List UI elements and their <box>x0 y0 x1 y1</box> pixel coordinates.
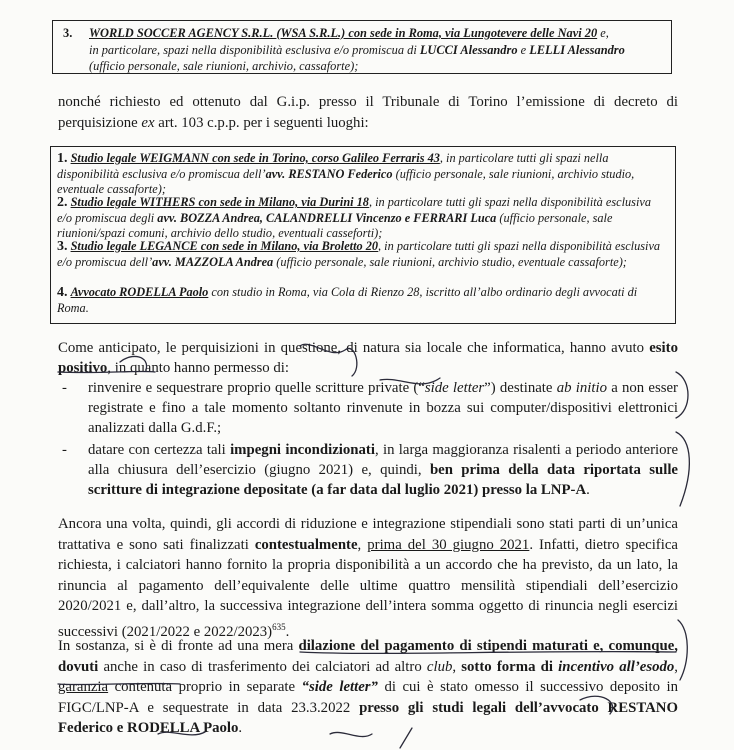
place-item-1 <box>57 151 667 198</box>
para3-bold: sotto forma di <box>461 658 559 675</box>
anticipato-paragraph <box>58 338 678 378</box>
bullet-text: datare con certezza tali <box>88 442 231 458</box>
place-number: 3. <box>57 239 68 254</box>
place-rest: , in particolare tutti gli spazi nella disponibilità esclusiva e/o promiscua dell’ <box>57 239 661 269</box>
anticipato-text-2: , in quanto hanno permesso di: <box>107 360 289 376</box>
place-item-3 <box>57 239 667 270</box>
para2-bold: contestualmente <box>254 536 358 553</box>
item3-person-2: LELLI Alessandro <box>529 42 625 57</box>
bullet-text: , in larga maggioranza risalenti a periodo anteriore alla chiusura dell’esercizio (giugno 2021) e, quindi, <box>88 442 679 478</box>
place-number: 2. <box>57 195 68 210</box>
pen-bracket-mark <box>678 620 687 680</box>
item3-person-1: LUCCI Alessandro <box>419 42 518 57</box>
bullet-text: . <box>586 482 590 498</box>
place-name: Studio legale WEIGMANN con sede in Torino, corso Galileo Ferraris 43 <box>70 151 440 165</box>
place-lawyer: avv. MAZZOLA Andrea <box>152 254 274 269</box>
place-name: Studio legale LEGANCE con sede in Milano, via Broletto 20 <box>70 239 379 253</box>
bullet-dash: - <box>62 442 67 458</box>
place-number: 4. <box>57 285 68 300</box>
item3-conj: e <box>517 42 530 57</box>
bullet-text: rinvenire e sequestrare proprio quelle scritture private (“ <box>88 380 425 396</box>
place-lawyer: avv. RESTANO Federico <box>265 166 393 181</box>
item3-line1-rest: e, <box>597 26 609 40</box>
paragraph-3 <box>58 636 678 739</box>
intro-text-1: nonché richiesto ed ottenuto dal G.i.p. presso il Tribunale di Torino l’emissione di decreto di perquisizione <box>58 94 678 131</box>
item3-text <box>89 25 665 75</box>
item3-box <box>52 20 672 74</box>
place-number: 1. <box>57 151 68 166</box>
place-rest: , in particolare tutti gli spazi nella disponibilità esclusiva e/o promiscua degli <box>57 195 651 225</box>
bullet-text: a non esser registrate e fino a tale momento soltanto rinvenute in bozza sui computer/dispositivi elettronici analizzati dalla G.d.F.; <box>88 380 678 436</box>
bullet-italic: ab initio <box>556 380 607 396</box>
para3-text: contenuta proprio in separate <box>108 679 302 695</box>
place-name: Avvocato RODELLA Paolo <box>70 285 209 299</box>
bullet-dash: - <box>62 380 67 396</box>
bullet-item-2 <box>62 440 679 500</box>
para3-text: anche in caso di trasferimento dei calciatori ad altro <box>98 658 427 675</box>
bullet-italic: side letter <box>424 380 485 396</box>
place-item-2 <box>57 195 667 242</box>
para3-bold: dilazione del pagamento di stipendi maturati e, comunque, dovuti <box>58 638 678 675</box>
para3-bold: presso gli studi legali dell’avvocato RESTANO Federico e RODELLA Paolo <box>58 699 678 736</box>
para3-italic: club <box>426 658 453 675</box>
place-tail: (ufficio personale, sale riunioni/spazi comuni, archivio dello studio, eventuali casseforti); <box>57 210 613 241</box>
item3-entity: WORLD SOCCER AGENCY S.R.L. (WSA S.R.L.) con sede in Roma, via Lungotevere delle Navi 20 <box>89 26 598 40</box>
place-tail: (ufficio personale, sale riunioni, archivio studio, eventuale cassaforte); <box>57 166 635 197</box>
bullet-bold: ben prima della data riportata sulle scritture di integrazione depositate (a far data dal luglio 2021) presso la LNP-A <box>88 462 678 498</box>
para2-text: , <box>357 536 368 553</box>
anticipato-bold: esito positivo <box>58 340 678 376</box>
anticipato-text-1: Come anticipato, le perquisizioni in questione, di natura sia locale che informatica, hanno avuto <box>58 340 650 356</box>
place-rest: con studio in Roma, via Cola di Rienzo 28, iscritto all’albo ordinario degli avvocati di Roma. <box>57 285 638 315</box>
para3-bold-italic: “side letter” <box>301 679 378 695</box>
intro-paragraph <box>58 92 678 133</box>
paragraph-2 <box>58 514 678 642</box>
bullet-item-1 <box>62 378 678 438</box>
para3-text: , <box>452 658 462 675</box>
place-tail: (ufficio personale, sale riunioni, archivio studio, eventuale cassaforte); <box>273 254 627 269</box>
bullet-bold: impegni incondizionati <box>230 442 375 458</box>
place-lawyer: avv. BOZZA Andrea, CALANDRELLI Vincenzo e FERRARI Luca <box>157 210 497 225</box>
bullet-text: ”) destinate <box>484 380 557 396</box>
para3-text: di cui è stato omesso il successivo deposito in FIGC/LNP-A e sequestrate in data 23.3.2022 <box>58 679 678 716</box>
intro-text-2: art. 103 c.p.p. per i seguenti luoghi: <box>154 114 369 131</box>
footnote-ref: 635 <box>272 621 286 632</box>
para2-text: . Infatti, dietro specifica richiesta, i calciatori hanno fornito la propria disponibilità a un accordo che ha previsto, da un lato, la rinuncia al pagamento dell’equivalente delle ultime quattro mensilità stipendiali dell’esercizio 2020/2021 e, dall’altro, la successiva integrazione dell’intera somma oggetto di rinuncia negli esercizi successivi (2021/2022 e 2022/2023) <box>58 536 678 640</box>
para2-text: Ancora una volta, quindi, gli accordi di riduzione e integrazione stipendiali sono stati parti di un’unica trattativa e sono sati finalizzati <box>58 516 678 553</box>
item3-line2: in particolare, spazi nella disponibilità esclusiva e/o promiscua di <box>89 42 420 57</box>
item3-number: 3. <box>63 26 73 40</box>
para3-text: . <box>238 720 243 736</box>
place-name: Studio legale WITHERS con sede in Milano, via Durini 18 <box>70 195 369 209</box>
place-item-4 <box>57 285 667 316</box>
para2-text: . <box>285 623 290 640</box>
para3-text: In sostanza, si è di fronte ad una mera <box>58 638 299 654</box>
places-list-box <box>50 146 676 324</box>
para3-underline: garanzia <box>58 679 109 695</box>
place-rest: , in particolare tutti gli spazi nella disponibilità esclusiva e/o promiscua dell’ <box>57 151 609 181</box>
para3-bold-italic: incentivo all’esodo <box>558 658 675 675</box>
para3-text: , <box>674 658 678 675</box>
para2-underline: prima del 30 giugno 2021 <box>367 536 530 553</box>
intro-ex: ex <box>141 114 155 131</box>
item3-line3: (ufficio personale, sale riunioni, archivio, cassaforte); <box>89 59 359 73</box>
